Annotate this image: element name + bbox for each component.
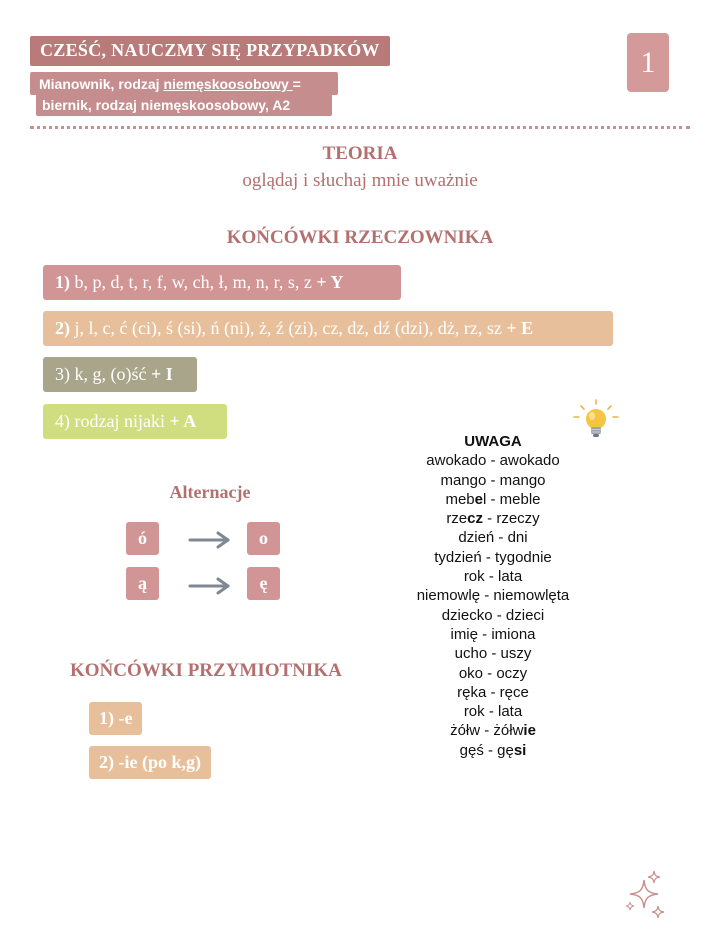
alternation-from: ó [126, 522, 159, 555]
uwaga-row: imię - imiona [450, 625, 536, 643]
uwaga-row: tydzień - tygodnie [434, 548, 552, 566]
uwaga-row: żółw - żółwie [450, 722, 536, 740]
teoria-heading: TEORIA [322, 143, 398, 164]
adjective-ending-2: 2) -ie (po k,g) [89, 746, 211, 779]
noun-ending-3: 3) k, g, (o)ść + I [43, 357, 197, 392]
sparkle-icon [624, 870, 668, 920]
uwaga-row: mebel - meble [445, 490, 541, 508]
alternation-from: ą [126, 567, 159, 600]
uwaga-row: awokado - awokado [426, 452, 560, 470]
subtitle-line-1: Mianownik, rodzaj niemęskoosobowy = [39, 76, 301, 92]
adjective-ending-1: 1) -e [89, 702, 142, 735]
page-number-badge: 1 [627, 33, 669, 92]
arrow-right-icon [188, 576, 232, 596]
uwaga-list [378, 432, 608, 760]
uwaga-row: rzecz - rzeczy [446, 510, 540, 528]
subtitle-line-2: biernik, rodzaj niemęskoosobowy, A2 [42, 97, 291, 113]
uwaga-row: ręka - ręce [457, 683, 529, 701]
uwaga-row: mango - mango [440, 471, 546, 489]
uwaga-row: ucho - uszy [454, 645, 532, 663]
subtitle-banner [30, 72, 332, 116]
dotted-divider [30, 126, 690, 129]
arrow-right-icon [188, 530, 232, 550]
uwaga-row: oko - oczy [458, 664, 528, 682]
alternation-to: o [247, 522, 280, 555]
noun-ending-2: 2) j, l, c, ć (ci), ś (si), ń (ni), ż, ź (zi), cz, dz, dź (dzi), dż, rz, sz + E [43, 311, 613, 346]
uwaga-heading: UWAGA [464, 433, 522, 450]
uwaga-row: rok - lata [463, 703, 523, 721]
noun-ending-4: 4) rodzaj nijaki + A [43, 404, 227, 439]
noun-endings-heading: KOŃCÓWKI RZECZOWNIKA [226, 227, 494, 248]
uwaga-row: niemowlę - niemowlęta [416, 587, 570, 605]
uwaga-row: gęś - gęsi [459, 741, 527, 759]
uwaga-row: dziecko - dzieci [441, 606, 545, 624]
alternation-to: ę [247, 567, 280, 600]
uwaga-row: dzień - dni [458, 529, 528, 547]
page-title: CZEŚĆ, NAUCZMY SIĘ PRZYPADKÓW [30, 36, 390, 66]
teoria-subtitle: oglądaj i słuchaj mnie uważnie [242, 170, 478, 191]
uwaga-row: rok - lata [463, 568, 523, 586]
alternations-heading: Alternacje [169, 482, 251, 502]
adjective-endings-heading: KOŃCÓWKI PRZYMIOTNIKA [70, 660, 342, 681]
noun-ending-1: 1) b, p, d, t, r, f, w, ch, ł, m, n, r, s, z + Y [43, 265, 401, 300]
